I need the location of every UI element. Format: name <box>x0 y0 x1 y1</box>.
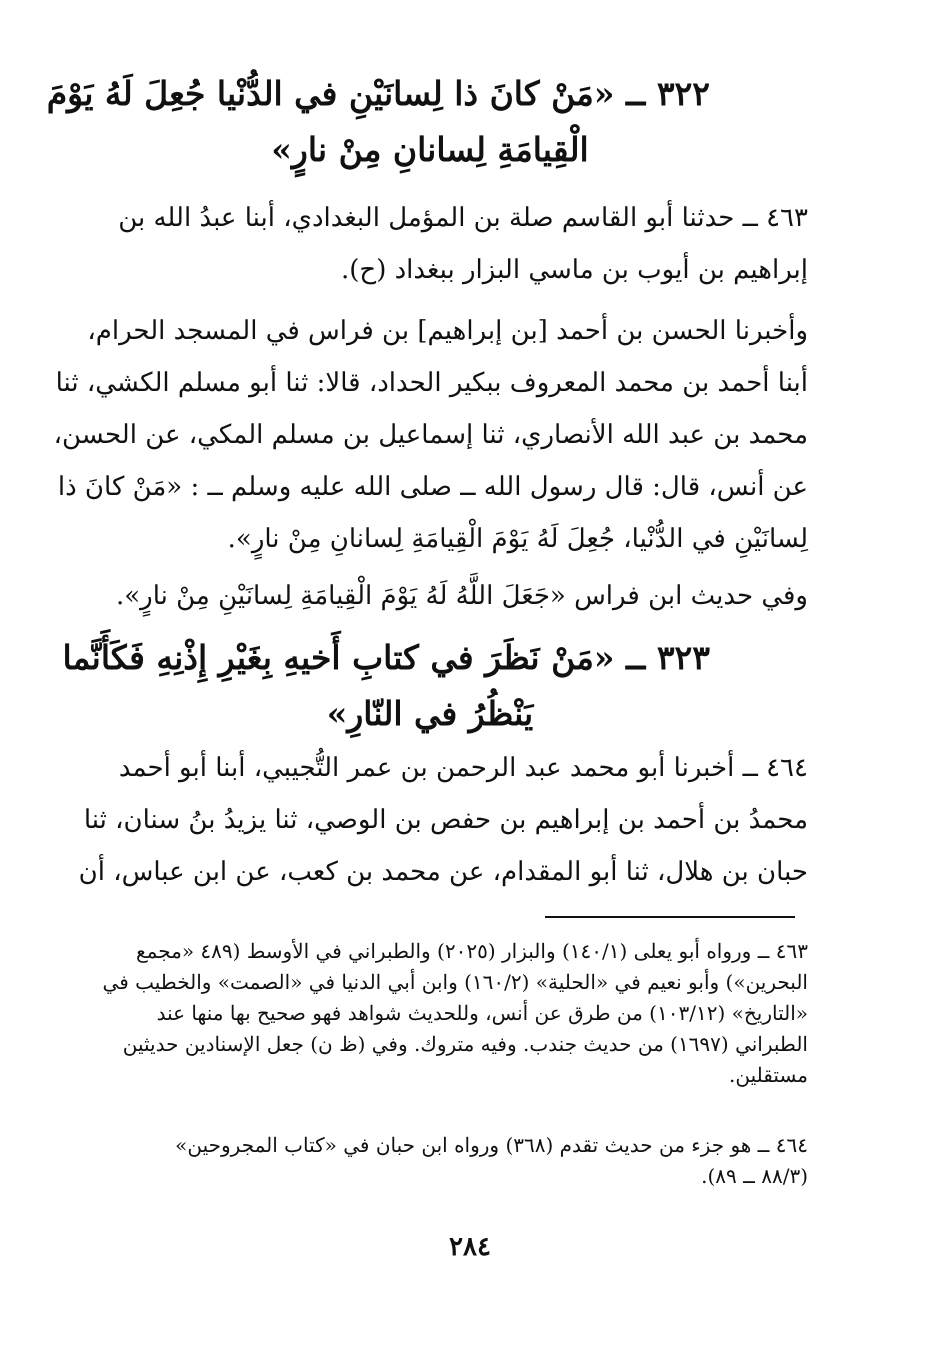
heading-line: ٣٢٢ ــ «مَنْ كانَ ذا لِسانَيْنِ في الدُّنْيا جُعِلَ لَهُ يَوْمَ <box>46 74 710 113</box>
footnote-464 <box>102 1130 808 1192</box>
text-line: ٤٦٤ ــ أخبرنا أبو محمد عبد الرحمن بن عمر التُّجيبي، أبنا أبو أحمد <box>118 753 808 783</box>
text-line: حبان بن هلال، ثنا أبو المقدام، عن محمد بن كعب، عن ابن عباس، أن <box>78 857 808 887</box>
footnote-line: ٤٦٤ ــ هو جزء من حديث تقدم (٣٦٨) ورواه ابن حبان في «كتاب المجروحين» <box>175 1133 808 1157</box>
text-line: إبراهيم بن أيوب بن ماسي البزار ببغداد (ح). <box>341 255 808 285</box>
footnote-line: مستقلين. <box>729 1063 808 1087</box>
hadith-heading-323 <box>62 630 710 742</box>
text-line: محمدُ بن أحمد بن إبراهيم بن حفص بن الوصي، ثنا يزيدُ بنُ سنان، ثنا <box>83 805 808 835</box>
footnote-line: الطبراني (١٦٩٧) من حديث جندب. وفيه متروك. وفي (ظ ن) جعل الإسنادين حديثين <box>122 1032 808 1056</box>
narration-463-second-chain <box>53 305 808 565</box>
footnote-463 <box>102 936 808 1091</box>
footnote-line: «التاريخ» (١٠٣/١٢) من طرق عن أنس، وللحديث شواهد فهو صحيح بها منها عند <box>156 1001 808 1025</box>
footnote-line: ٤٦٣ ــ ورواه أبو يعلى (١٤٠/١) والبزار (٢٠٢٥) والطبراني في الأوسط (٤٨٩ «مجمع <box>135 939 808 963</box>
ibn-firas-variant <box>102 570 808 622</box>
narration-463 <box>102 192 808 296</box>
footnote-divider <box>545 916 795 918</box>
footnote-line: البحرين») وأبو نعيم في «الحلية» (١٦٠/٢) وابن أبي الدنيا في «الصمت» والخطيب في <box>102 970 808 994</box>
heading-line: ٣٢٣ ــ «مَنْ نَظَرَ في كتابِ أَخيهِ بِغَيْرِ إِذْنِهِ فَكَأَنَّما <box>62 638 710 677</box>
text-line: وفي حديث ابن فراس «جَعَلَ اللَّهُ لَهُ يَوْمَ الْقِيامَةِ لِسانَيْنِ مِنْ نارٍ». <box>115 581 808 611</box>
narration-464 <box>78 742 808 898</box>
text-line: محمد بن عبد الله الأنصاري، ثنا إسماعيل بن مسلم المكي، عن الحسن، <box>53 420 808 450</box>
heading-line: يَنْظُرُ في النّارِ» <box>326 694 534 733</box>
hadith-heading-322 <box>46 66 710 178</box>
text-line: لِسانَيْنِ في الدُّنْيا، جُعِلَ لَهُ يَوْمَ الْقِيامَةِ لِسانانِ مِنْ نارٍ». <box>227 524 808 554</box>
footnote-line: (٨٨/٣ ــ ٨٩). <box>701 1164 808 1188</box>
text-line: أبنا أحمد بن محمد المعروف ببكير الحداد، قالا: ثنا أبو مسلم الكشي، ثنا <box>55 368 808 398</box>
heading-line: الْقِيامَةِ لِسانانِ مِنْ نارٍ» <box>271 130 589 169</box>
text-line: عن أنس، قال: قال رسول الله ــ صلى الله عليه وسلم ــ : «مَنْ كانَ ذا <box>57 472 808 502</box>
text-line: وأخبرنا الحسن بن أحمد [بن إبراهيم] بن فراس في المسجد الحرام، <box>87 316 808 346</box>
page-number: ٢٨٤ <box>449 1232 491 1262</box>
text-line: ٤٦٣ ــ حدثنا أبو القاسم صلة بن المؤمل البغدادي، أبنا عبدُ الله بن <box>118 203 808 233</box>
